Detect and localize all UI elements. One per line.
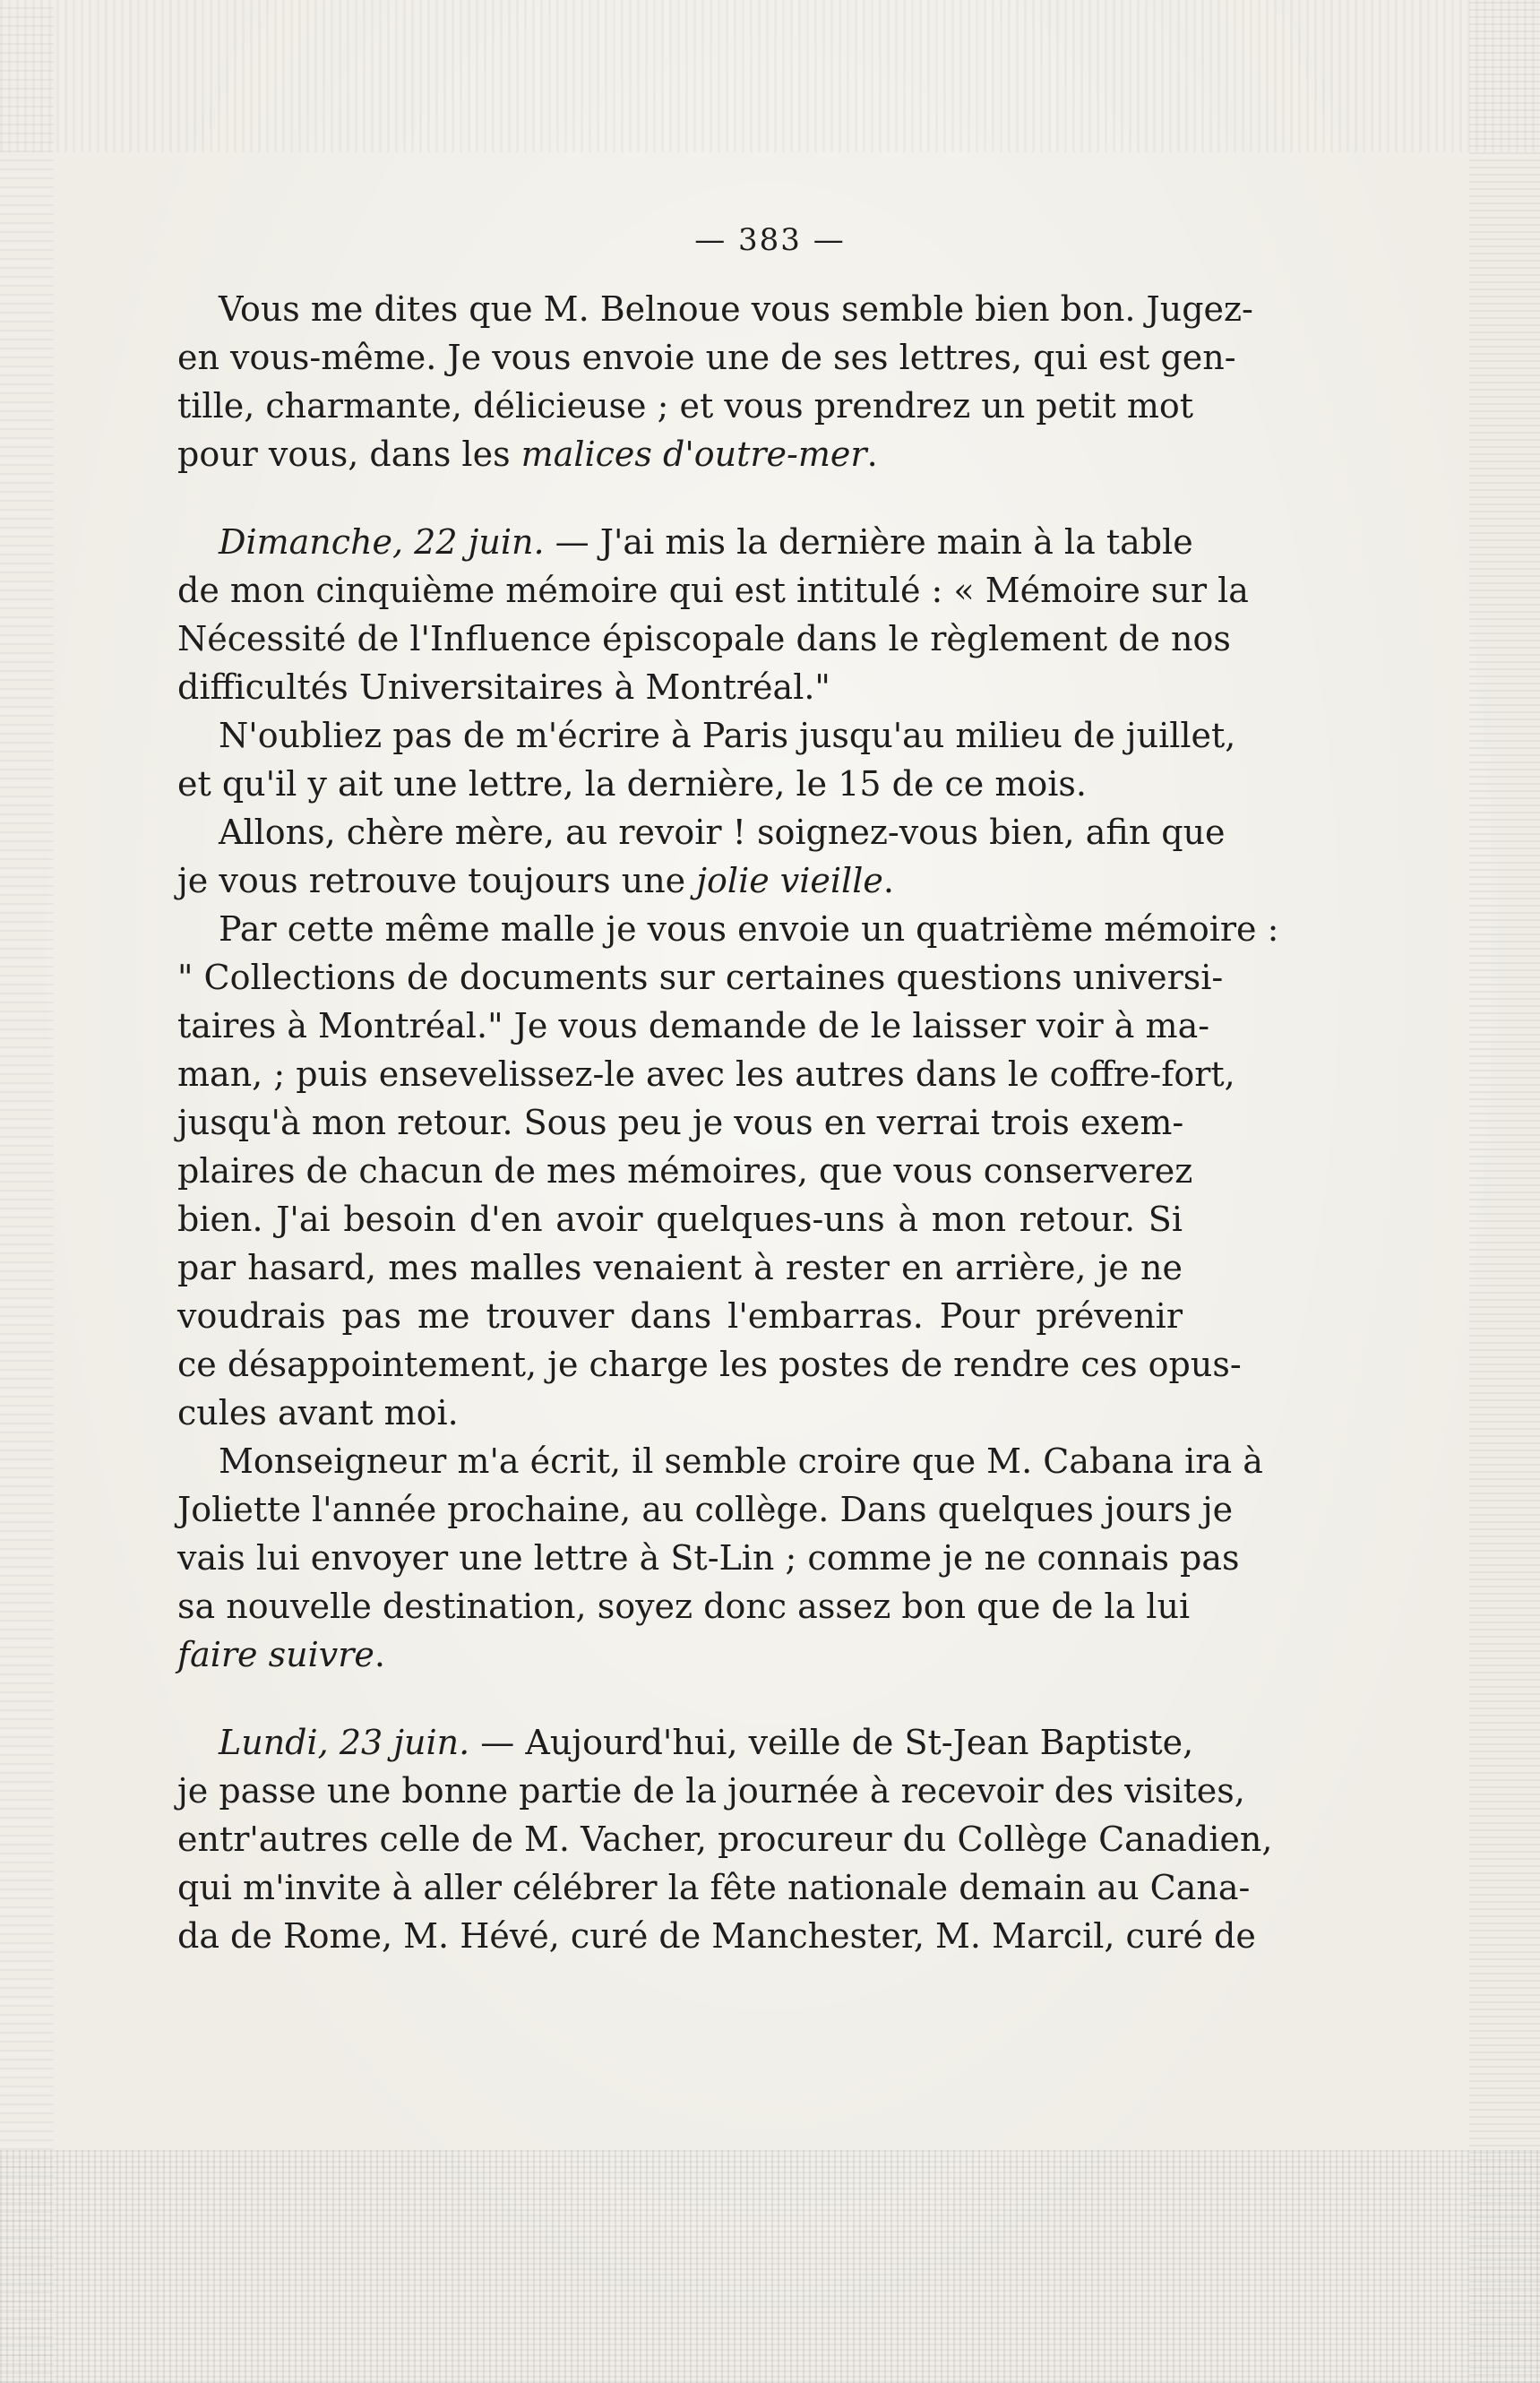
text-line bbox=[177, 1098, 1183, 1147]
text-line bbox=[177, 333, 1236, 382]
text-line bbox=[177, 518, 1193, 566]
line-text: par hasard, mes malles venaient à rester en arrière, je ne bbox=[177, 1248, 1183, 1287]
text-line bbox=[177, 1630, 1183, 1679]
text-line bbox=[177, 1340, 1242, 1389]
paragraph-gap bbox=[177, 478, 1183, 518]
text-line bbox=[177, 1195, 1183, 1243]
line-text: taires à Montréal." Je vous demande de le laisser voir à ma- bbox=[177, 1006, 1210, 1045]
text-line bbox=[177, 953, 1224, 1002]
line-text: de mon cinquième mémoire qui est intitulé : « Mémoire sur la bbox=[177, 571, 1249, 610]
text-line bbox=[177, 1815, 1273, 1863]
text-line bbox=[177, 1147, 1193, 1195]
line-text: difficultés Universitaires à Montréal." bbox=[177, 667, 830, 707]
text-line bbox=[177, 711, 1236, 760]
italic-phrase: malices d'outre-mer bbox=[521, 434, 867, 474]
line-text: cules avant moi. bbox=[177, 1393, 459, 1432]
date-heading: Dimanche, 22 juin. bbox=[219, 522, 545, 562]
text-line bbox=[177, 856, 1183, 905]
text-line bbox=[177, 663, 1183, 711]
body-text bbox=[177, 285, 1279, 1960]
text-line bbox=[177, 1718, 1194, 1767]
text-line bbox=[177, 1292, 1183, 1340]
line-text: je passe une bonne partie de la journée à recevoir des visites, bbox=[177, 1771, 1245, 1811]
text-line bbox=[177, 430, 1183, 478]
text-line bbox=[177, 1437, 1263, 1485]
text-line bbox=[177, 1389, 1183, 1437]
line-text: pour vous, dans les bbox=[177, 434, 521, 474]
text-line bbox=[177, 382, 1194, 430]
line-text: N'oubliez pas de m'écrire à Paris jusqu'au milieu de juillet, bbox=[219, 716, 1236, 755]
line-text: entr'autres celle de M. Vacher, procureur du Collège Canadien, bbox=[177, 1820, 1273, 1859]
text-line bbox=[177, 615, 1231, 663]
line-text: sa nouvelle destination, soyez donc assez bon que de la lui bbox=[177, 1587, 1191, 1626]
paragraph-gap bbox=[177, 1679, 1183, 1718]
text-line bbox=[177, 1485, 1234, 1534]
line-text: . bbox=[882, 861, 894, 900]
text-line bbox=[177, 760, 1183, 808]
line-text: vais lui envoyer une lettre à St-Lin ; comme je ne connais pas bbox=[177, 1538, 1240, 1578]
text-line bbox=[177, 1243, 1183, 1292]
italic-phrase: jolie vieille bbox=[696, 861, 883, 900]
date-heading: Lundi, 23 juin. bbox=[219, 1723, 470, 1762]
line-text: bien. J'ai besoin d'en avoir quelques-uns à mon retour. Si bbox=[177, 1200, 1183, 1239]
text-line bbox=[177, 1534, 1240, 1582]
line-text: " Collections de documents sur certaines questions universi- bbox=[177, 958, 1224, 997]
line-text: . bbox=[866, 434, 878, 474]
line-text: Par cette même malle je vous envoie un quatrième mémoire : bbox=[219, 909, 1279, 949]
line-text: — Aujourd'hui, veille de St-Jean Baptiste, bbox=[469, 1723, 1194, 1762]
line-text: Nécessité de l'Influence épiscopale dans le règlement de nos bbox=[177, 619, 1231, 658]
line-text: jusqu'à mon retour. Sous peu je vous en verrai trois exem- bbox=[177, 1103, 1184, 1142]
text-line bbox=[177, 905, 1279, 953]
line-text: et qu'il y ait une lettre, la dernière, le 15 de ce mois. bbox=[177, 764, 1088, 804]
line-text: — J'ai mis la dernière main à la table bbox=[544, 522, 1193, 562]
text-line bbox=[177, 1863, 1251, 1912]
italic-phrase: faire suivre bbox=[177, 1635, 374, 1674]
line-text: ce désappointement, je charge les postes de rendre ces opus- bbox=[177, 1345, 1242, 1384]
text-line bbox=[177, 1050, 1235, 1098]
text-line bbox=[177, 1767, 1245, 1815]
line-text: en vous-même. Je vous envoie une de ses lettres, qui est gen- bbox=[177, 338, 1236, 377]
line-text: Allons, chère mère, au revoir ! soignez-vous bien, afin que bbox=[219, 813, 1226, 852]
line-text: da de Rome, M. Hévé, curé de Manchester, M. Marcil, curé de bbox=[177, 1916, 1256, 1956]
line-text: tille, charmante, délicieuse ; et vous prendrez un petit mot bbox=[177, 386, 1194, 426]
text-line bbox=[177, 808, 1226, 856]
text-line bbox=[177, 285, 1253, 333]
text-line bbox=[177, 1002, 1210, 1050]
line-text: qui m'invite à aller célébrer la fête nationale demain au Cana- bbox=[177, 1868, 1251, 1907]
line-text: man, ; puis ensevelissez-le avec les autres dans le coffre-fort, bbox=[177, 1054, 1235, 1094]
line-text: Monseigneur m'a écrit, il semble croire que M. Cabana ira à bbox=[219, 1441, 1263, 1481]
text-line bbox=[177, 1912, 1256, 1960]
line-text: je vous retrouve toujours une bbox=[177, 861, 697, 900]
line-text: plaires de chacun de mes mémoires, que vous conserverez bbox=[177, 1151, 1193, 1191]
line-text: . bbox=[374, 1635, 385, 1674]
text-line bbox=[177, 1582, 1191, 1630]
page-number: — 383 — bbox=[694, 222, 846, 258]
line-text: voudrais pas me trouver dans l'embarras. Pour prévenir bbox=[177, 1296, 1183, 1336]
text-line bbox=[177, 566, 1249, 615]
line-text: Joliette l'année prochaine, au collège. Dans quelques jours je bbox=[177, 1490, 1234, 1529]
line-text: Vous me dites que M. Belnoue vous semble bien bon. Jugez- bbox=[219, 289, 1253, 329]
